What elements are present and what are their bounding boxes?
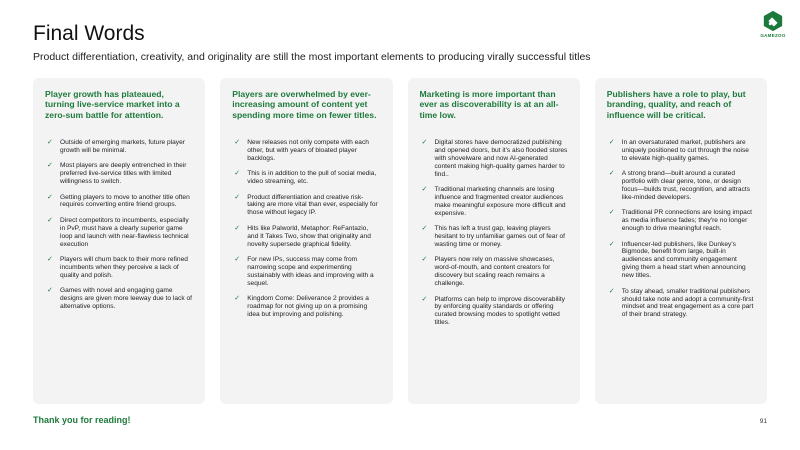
card-publishers [595, 78, 767, 404]
bullet-list [607, 139, 755, 319]
list-item-text: Influencer-led publishers, like Dunkey's Bigmode, benefit from large, built-in audiences and community engagement giving them a head start when announcing new titles. [621, 240, 746, 280]
list-item-text: Digital stores have democratized publishing and opened doors, but it's also flooded stores with shovelware and now AI-generated content making high-quality games harder to find.. [434, 139, 568, 178]
list-item [45, 162, 193, 186]
card-heading: Players are overwhelmed by ever-increasing amount of content yet spending more time on fewer titles. [232, 89, 377, 120]
list-item [232, 256, 380, 288]
list-item-text: Outside of emerging markets, future player growth will be minimal. [60, 139, 185, 154]
check-icon: ✓ [234, 193, 241, 201]
check-icon: ✓ [608, 170, 615, 178]
page-number: 91 [759, 418, 767, 425]
list-item-text: This is in addition to the pull of social media, video streaming, etc. [247, 170, 377, 186]
check-icon: ✓ [234, 295, 241, 303]
list-item-text: Kingdom Come: Deliverance 2 provides a roadmap for not giving up on a promising idea but improving and polishing. [247, 295, 369, 318]
list-item [420, 139, 568, 179]
check-icon: ✓ [47, 216, 53, 224]
bullet-list [45, 139, 193, 311]
check-icon: ✓ [421, 139, 428, 146]
check-icon: ✓ [234, 224, 241, 232]
list-item [420, 186, 568, 218]
logo-text: GAMEZOO [760, 33, 786, 38]
card-heading: Player growth has plateaued, turning live-service market into a zero-sum battle for attention. [45, 89, 180, 120]
check-icon: ✓ [234, 170, 241, 178]
list-item-text: In an oversaturated market, publishers are uniquely positioned to cut through the noise to elevate high-quality games. [621, 139, 749, 162]
check-icon: ✓ [47, 255, 53, 263]
list-item [607, 170, 755, 202]
list-item-text: New releases not only compete with each other, but with years of bloated player backlogs. [247, 139, 369, 162]
check-icon: ✓ [421, 295, 428, 303]
card-overwhelmed-players [220, 78, 392, 404]
list-item [45, 287, 193, 311]
brand-logo [758, 10, 788, 44]
check-icon: ✓ [608, 209, 615, 217]
list-item [607, 241, 755, 281]
list-item-text: Most players are deeply entrenched in their preferred live-service titles with limited willingness to switch. [60, 162, 187, 186]
list-item [232, 170, 380, 186]
list-item-text: Games with novel and engaging game designs are given more leeway due to lack of alternative options. [60, 287, 192, 310]
check-icon: ✓ [608, 240, 615, 248]
check-icon: ✓ [421, 186, 428, 194]
page-title: Final Words [33, 22, 145, 45]
list-item [232, 295, 380, 319]
list-item [45, 194, 193, 210]
card-player-growth [33, 78, 205, 404]
card-heading: Marketing is more important than ever as discoverability is at an all-time low. [419, 89, 559, 120]
list-item [232, 225, 380, 249]
check-icon: ✓ [234, 139, 241, 146]
check-icon: ✓ [421, 256, 428, 264]
list-item [232, 194, 380, 218]
list-item [420, 296, 568, 328]
list-item-text: Getting players to move to another title often requires converting entire friend groups. [60, 193, 190, 209]
card-marketing [408, 78, 580, 404]
list-item [607, 288, 755, 320]
list-item [45, 256, 193, 280]
list-item-text: Players now rely on massive showcases, word-of-mouth, and content creators for discovery but scaling reach remains a challenge. [434, 256, 555, 288]
list-item [607, 139, 755, 163]
card-heading: Publishers have a role to play, but branding, quality, and reach of influence will be critical. [606, 89, 746, 120]
list-item-text: A strong brand—built around a curated portfolio with clear genre, tone, or design focus—builds trust, recognition, and attracts like-minded developers. [621, 170, 751, 201]
list-item-text: For new IPs, success may come from narrowing scope and experimenting sustainably with ideas and improving with a sequel. [247, 255, 374, 287]
page-subtitle: Product differentiation, creativity, and originality are still the most important elements to producing virally successful titles [33, 51, 591, 63]
check-icon: ✓ [47, 162, 53, 170]
check-icon: ✓ [47, 193, 53, 201]
list-item-text: Platforms can help to improve discoverability by enforcing quality standards or offering curated browsing modes to spotlight vetted titles. [434, 295, 565, 327]
check-icon: ✓ [47, 287, 53, 295]
list-item-text: Traditional marketing channels are losing influence and fragmented creator audiences make meaningful exposure more difficult and expensive. [434, 186, 566, 217]
list-item [232, 139, 380, 163]
list-item-text: Hits like Palworld, Metaphor: ReFantazio, and It Takes Two, show that originality and novelty supersede graphical fidelity. [247, 224, 371, 248]
cards-container [33, 78, 767, 404]
list-item-text: Players will churn back to their more refined incumbents when they perceive a lack of quality and polish. [60, 255, 188, 279]
check-icon: ✓ [608, 287, 615, 295]
list-item [420, 256, 568, 288]
check-icon: ✓ [47, 139, 53, 146]
list-item-text: This has left a trust gap, leaving players hesitant to try unfamiliar games out of fear of wasting time or money. [434, 225, 565, 248]
list-item [45, 217, 193, 249]
bullet-list [232, 139, 380, 319]
bullet-list [420, 139, 568, 327]
check-icon: ✓ [421, 225, 428, 233]
list-item-text: Product differentiation and creative risk-taking are more vital than ever, especially for those without legacy IP. [247, 193, 378, 217]
list-item [420, 225, 568, 249]
footer-thanks: Thank you for reading! [33, 415, 131, 425]
list-item-text: To stay ahead, smaller traditional publishers should take note and adopt a community-first mindset and treat engagement as a core part of their brand strategy. [621, 287, 754, 319]
check-icon: ✓ [608, 139, 615, 146]
check-icon: ✓ [234, 255, 241, 263]
list-item [45, 139, 193, 155]
list-item-text: Traditional PR connections are losing impact as media influence fades; they're no longer enough to drive meaningful reach. [621, 209, 752, 233]
gamezoo-logo-icon [762, 10, 784, 32]
list-item [607, 209, 755, 233]
list-item-text: Direct competitors to incumbents, especially in PvP, must have a clearly superior game loop and launch with near-flawless technical execution [60, 216, 189, 248]
